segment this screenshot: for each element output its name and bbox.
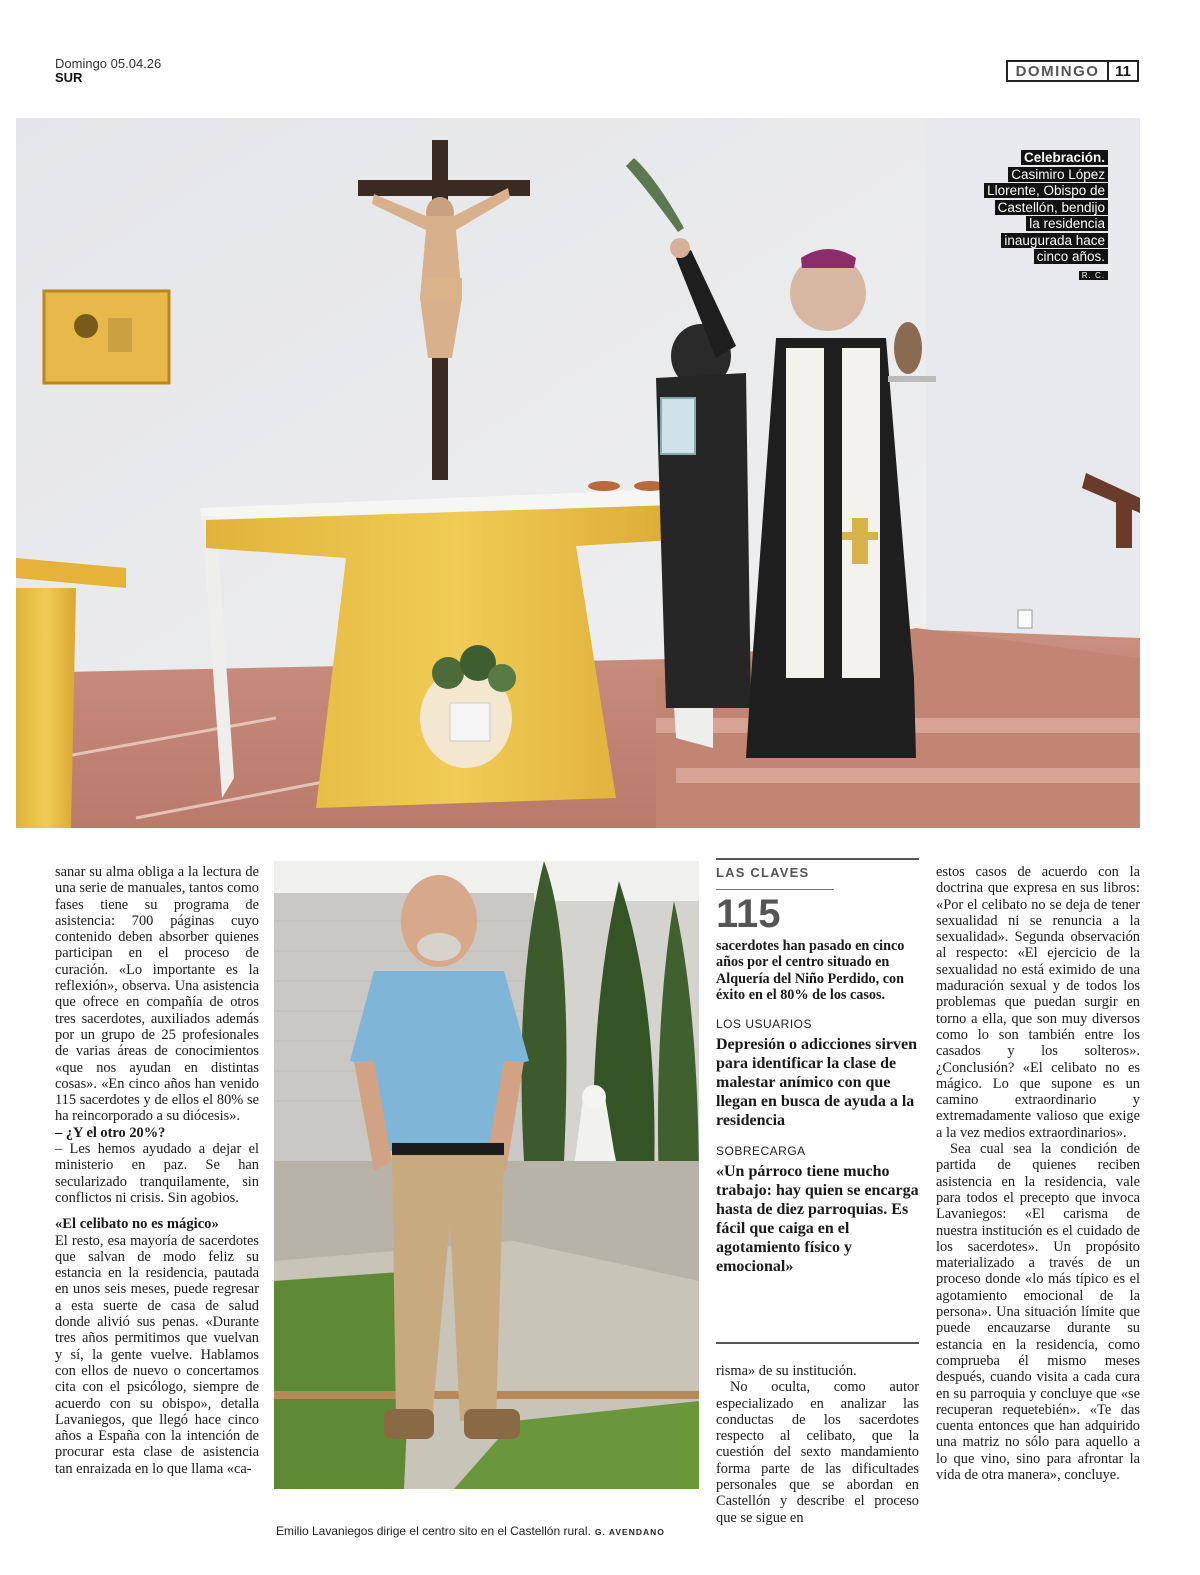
highlight-number: 115 [716, 892, 781, 936]
paragraph: risma» de su institución. [716, 1363, 857, 1379]
publication-name: SUR [55, 70, 83, 85]
divider [716, 858, 919, 860]
highlight-number-text: sacerdotes han pasado en cinco años por el centro situado en Alquería del Niño Perdido, con éxito en el 80% de los casos. [716, 938, 905, 1003]
photo-credit: G. AVENDANO [594, 1527, 665, 1537]
paragraph: No oculta, como autor especializado en analizar las conductas de los sacerdotes respecto al celibato, que la cuestión del sexto mandamiento forma parte de las dificultades personales que se abordan en Castellón y describe el proceso que se sigue en [716, 1379, 919, 1526]
paragraph: sanar su alma obliga a la lectura de una serie de manuales, tantos como fases tiene su programa de asistencia: 700 páginas cuyo contenido deben absorber quienes participan en el proceso de curación. «Lo importante es la reflexión», observa. Una asistencia que ofrece en compañía de otros tres sacerdotes, auxiliados además por un grupo de 25 profesionales de varias áreas de conocimientos «que nos ayudan en distintas cosas». «En cinco años han venido 115 sacerdotes y de ellos el 80% se ha reincorporado a su diócesis». [55, 864, 259, 1125]
article-column-1 [55, 864, 259, 1477]
interview-question: – ¿Y el otro 20%? [55, 1124, 166, 1141]
paragraph: estos casos de acuerdo con la doctrina que expresa en sus libros: «Por el celibato no se deja de tener sexualidad ni se renuncia a la sexualidad». Segunda observación al respecto: «El ejercicio de la sexualidad no está eximido de una maduración sexual y de todos los problemas que puedan surgir en torno a ella, que son muy diversos como lo son también entre los casados y los solteros». ¿Conclusión? «El celibato no es mágico. Lo que supone es un camino extraordinario y extremadamente valioso que exige a la vez medios extraordinarios». [936, 864, 1140, 1141]
portrait-photo [274, 861, 699, 1489]
key-fact-label: LOS USUARIOS [716, 1017, 813, 1032]
divider [716, 889, 834, 890]
caption-line: Llorente, Obispo de [984, 183, 1108, 198]
key-facts-box [716, 858, 919, 1276]
interview-answer: – Les hemos ayudado a dejar el ministerio en paz. Se han secularizado tranquilamente, sin conflictos ni crisis. Sin agobios. [55, 1141, 259, 1206]
page-number: 11 [1115, 62, 1131, 80]
caption-title: Celebración. [1021, 150, 1108, 165]
key-fact-label: SOBRECARGA [716, 1144, 806, 1159]
article-column-3 [936, 864, 1140, 1483]
chapel-blessing-illustration [16, 118, 1140, 828]
section-label: DOMINGO [1008, 62, 1109, 80]
caption-line: Casimiro López [1008, 167, 1108, 182]
key-fact-text: Depresión o adicciones sirven para identificar la clase de malestar anímico con que llegan en busca de ayuda a la residencia [716, 1036, 918, 1130]
caption-line: inaugurada hace [1001, 233, 1108, 248]
article-column-2 [716, 1363, 919, 1526]
divider [716, 1342, 919, 1344]
key-fact-text: «Un párroco tiene mucho trabajo: hay quien se encarga hasta de diez parroquias. Es fácil que caiga en el agotamiento físico y emocional» [716, 1163, 919, 1276]
caption-text: Emilio Lavaniegos dirige el centro sito en el Castellón rural. [276, 1524, 591, 1538]
caption-line: cinco años. [1034, 249, 1108, 264]
article-subhead: «El celibato no es mágico» [55, 1216, 219, 1233]
man-in-garden-illustration [274, 861, 699, 1489]
portrait-caption [276, 1524, 696, 1538]
key-facts-title: LAS CLAVES [716, 865, 810, 880]
caption-line: la residencia [1026, 216, 1108, 231]
issue-date: Domingo 05.04.26 [55, 56, 162, 71]
main-photo-caption [978, 150, 1108, 284]
photo-credit: R. C. [1079, 271, 1108, 280]
main-photo [16, 118, 1140, 828]
paragraph: El resto, esa mayoría de sacerdotes que salvan de modo feliz su estancia en la residencia, pautada en unos seis meses, puede regresar a esta suerte de casa de salud donde alivió sus penas. «Durante tres años permitimos que vuelvan y sí, la gente vuelve. Hablamos con ellos de nuevo o concertamos cita con el psicólogo, siempre de acuerdo con su obispo», detalla Lavaniegos, que llegó hace cinco años a España con la intención de procurar esta clase de asistencia tan enraizada en lo que llama «ca- [55, 1232, 259, 1477]
caption-line: Castellón, bendijo [995, 200, 1108, 215]
section-tab [1006, 60, 1139, 82]
paragraph: Sea cual sea la condición de partida de quienes reciben asistencia en la residencia, vale para todos el precepto que invoca Lavaniegos: «El carisma de nuestra institución es el cuidado de los sacerdotes». Un propósito materializado a través de un proceso donde «lo más típico es el agotamiento emocional de la persona». Una situación límite que puede encauzarse durante su estancia en la residencia, como comprueba él mismo meses después, cuando visita a cada cura en su parroquia y concluye que «se recuperan requetebién». «Te das cuenta entonces que han adquirido una matriz no sólo para aquello a lo que vino, sino para afrontar la vida de otra manera», concluye. [936, 1141, 1140, 1483]
